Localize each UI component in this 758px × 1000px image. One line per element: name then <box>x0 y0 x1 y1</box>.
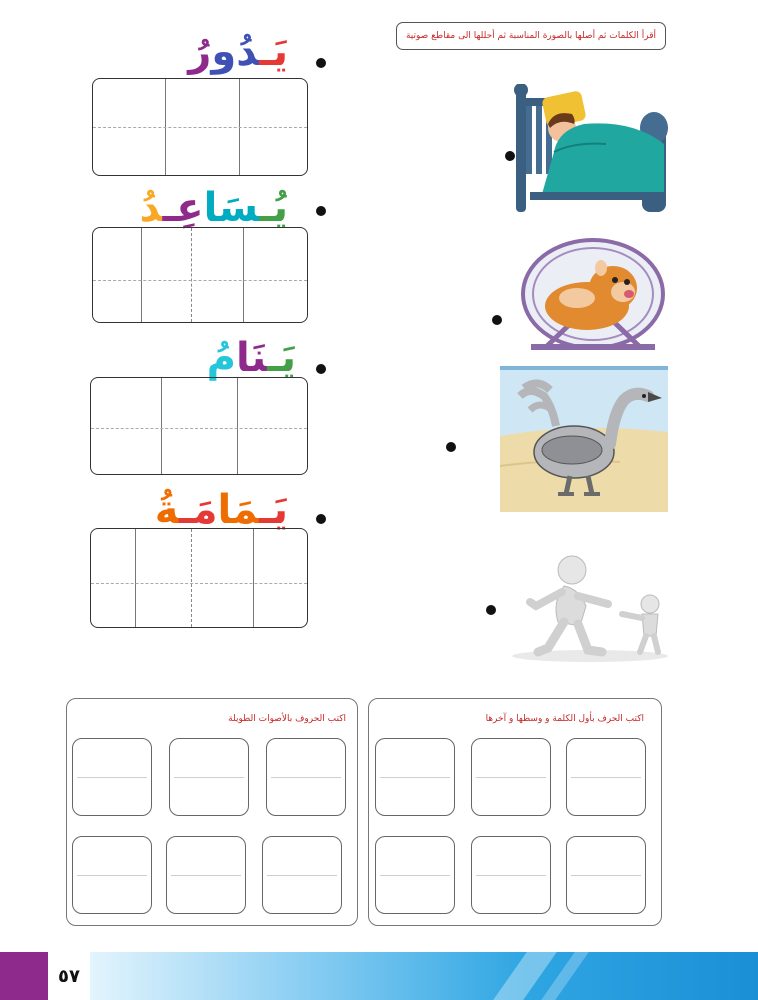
writing-box[interactable] <box>169 738 249 816</box>
word-yanaamu <box>206 335 296 381</box>
instruction-text: أقرأ الكلمات ثم أصلها بالصورة المناسبة ثم أحللها الى مقاطع صوتية <box>405 31 657 41</box>
instruction-box <box>396 22 666 50</box>
word-segment: رُ <box>188 29 212 75</box>
word-segment: يَـ <box>267 335 296 381</box>
letter-position-panel-title: اكتب الحرف بأول الكلمة و وسطها و آخرها <box>485 714 644 724</box>
footer-blue-band <box>90 952 758 1000</box>
word-segment: يَـ <box>259 487 288 533</box>
word-segment: يَـ <box>259 29 288 75</box>
match-dot[interactable] <box>486 605 496 615</box>
grid-midline <box>91 428 307 429</box>
writing-box[interactable] <box>166 836 246 914</box>
word-segment: عِـ <box>162 185 204 231</box>
match-dot[interactable] <box>446 442 456 452</box>
word-yusaaidu <box>139 185 288 231</box>
writing-box[interactable] <box>566 836 646 914</box>
match-dot[interactable] <box>492 315 502 325</box>
adult-and-child-figures-icon <box>508 552 672 664</box>
sleeping-child-in-bed-icon <box>514 84 670 216</box>
grey-bird-icon <box>500 366 668 512</box>
writing-box[interactable] <box>471 738 551 816</box>
long-vowels-panel-title: اكتب الحروف بالأصوات الطويلة <box>228 714 346 724</box>
word-segment: دُ <box>139 185 163 231</box>
writing-box[interactable] <box>266 738 346 816</box>
word-segment: نَا <box>235 335 268 381</box>
syllable-grid[interactable] <box>92 227 308 323</box>
word-yadooru <box>188 29 288 75</box>
word-segment: مَا <box>217 487 260 533</box>
match-dot[interactable] <box>316 364 326 374</box>
writing-box[interactable] <box>262 836 342 914</box>
writing-box[interactable] <box>375 836 455 914</box>
grid-divider <box>141 228 142 322</box>
syllable-grid[interactable] <box>90 528 308 628</box>
match-dot[interactable] <box>316 206 326 216</box>
hamster-in-wheel-icon <box>517 236 669 362</box>
grid-midline <box>93 280 307 281</box>
word-segment: ةُ <box>154 487 180 533</box>
writing-box[interactable] <box>471 836 551 914</box>
grid-divider <box>243 228 244 322</box>
word-segment: دُو <box>211 29 260 75</box>
word-segment: مَـ <box>179 487 218 533</box>
word-yamaamatu <box>154 487 288 533</box>
grid-divider <box>191 529 192 627</box>
grid-divider <box>161 378 162 474</box>
grid-midline <box>93 127 307 128</box>
grid-divider <box>135 529 136 627</box>
grid-divider <box>253 529 254 627</box>
word-segment: مُ <box>206 335 236 381</box>
syllable-grid[interactable] <box>90 377 308 475</box>
match-dot[interactable] <box>316 58 326 68</box>
word-segment: سَا <box>203 185 260 231</box>
match-dot[interactable] <box>316 514 326 524</box>
grid-divider <box>237 378 238 474</box>
word-segment: يُـ <box>259 185 288 231</box>
grid-divider <box>191 228 192 322</box>
page-number: ٥٧ <box>58 965 80 987</box>
footer-purple-block <box>0 952 48 1000</box>
writing-box[interactable] <box>566 738 646 816</box>
grid-midline <box>91 583 307 584</box>
syllable-grid[interactable] <box>92 78 308 176</box>
writing-box[interactable] <box>375 738 455 816</box>
writing-box[interactable] <box>72 836 152 914</box>
writing-box[interactable] <box>72 738 152 816</box>
